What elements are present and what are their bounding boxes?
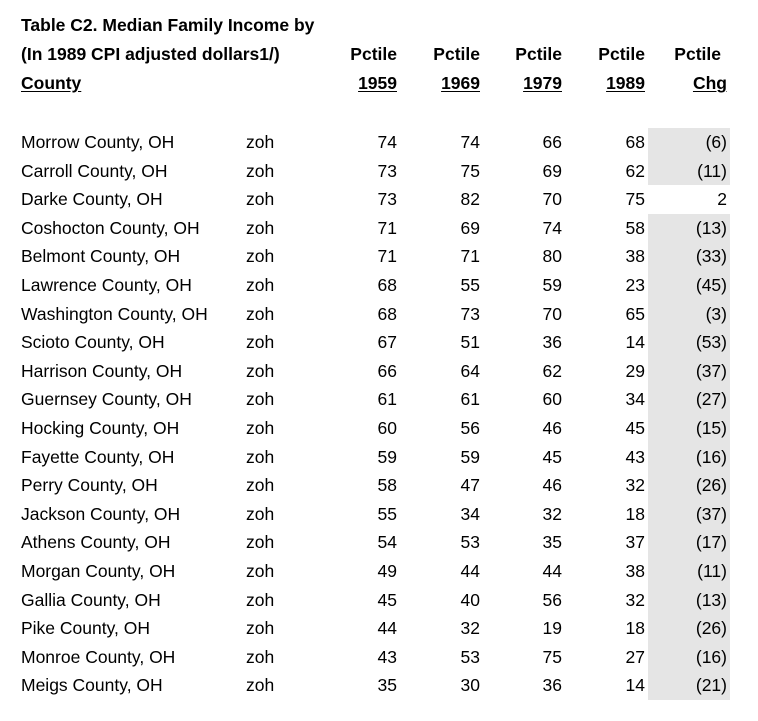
table-row [0,128,758,157]
state-code: zoh [246,675,275,696]
pctile-1979: 70 [542,303,562,324]
pctile-change: (16) [648,443,730,472]
state-code: zoh [246,360,275,381]
pctile-change: (3) [648,300,730,329]
pctile-1959: 55 [377,503,397,524]
county-name: Harrison County, OH [21,360,183,381]
pctile-1969: 69 [460,217,480,238]
pctile-1979: 69 [542,160,562,181]
pctile-1959: 74 [377,132,397,152]
pctile-1989: 29 [625,360,645,381]
pctile-change: (45) [648,271,730,300]
pctile-1979: 56 [542,589,562,610]
state-code: zoh [246,246,275,267]
header-1979-top: Pctile [515,44,562,64]
county-column-header: County [21,73,82,93]
pctile-change: 2 [717,189,727,210]
table-row [0,557,758,586]
pctile-1969: 56 [460,418,480,438]
pctile-1989: 43 [625,446,645,467]
header-1989-bottom: 1989 [606,73,645,93]
pctile-1959: 49 [377,561,397,581]
pctile-1969: 55 [460,275,480,295]
pctile-1959: 68 [377,275,397,295]
pctile-change: (53) [648,328,730,357]
state-code: zoh [246,418,275,438]
pctile-1989: 18 [625,618,645,639]
state-code: zoh [246,446,275,467]
pctile-change: (37) [648,500,730,529]
pctile-1959: 35 [377,675,397,696]
pctile-change: (6) [648,128,730,157]
county-name: Fayette County, OH [21,446,175,467]
pctile-1989: 32 [625,475,645,496]
table-row [0,271,758,300]
table-subtitle: (In 1989 CPI adjusted dollars1/) [21,44,280,64]
table-row [0,385,758,414]
table-row [0,300,758,329]
county-name: Monroe County, OH [21,646,176,667]
table-row [0,671,758,700]
pctile-1979: 62 [542,360,562,381]
state-code: zoh [246,618,275,639]
county-name: Pike County, OH [21,618,151,639]
table-row [0,214,758,243]
header-1979-bottom: 1979 [523,73,562,93]
state-code: zoh [246,189,275,210]
pctile-1979: 35 [542,532,562,553]
pctile-1959: 59 [377,446,397,467]
pctile-1969: 32 [460,618,480,639]
pctile-1979: 32 [542,503,562,524]
pctile-1989: 18 [625,503,645,524]
pctile-1989: 32 [625,589,645,610]
table-row [0,471,758,500]
pctile-change: (37) [648,357,730,386]
pctile-change: (26) [648,471,730,500]
pctile-1959: 61 [377,389,397,410]
county-name: Perry County, OH [21,475,158,496]
pctile-1989: 34 [625,389,645,410]
county-name: Guernsey County, OH [21,389,192,410]
table-row [0,357,758,386]
pctile-change: (33) [648,242,730,271]
pctile-1969: 73 [460,303,480,324]
pctile-1969: 30 [460,675,480,696]
table-title: Table C2. Median Family Income by [21,15,315,35]
table-row [0,185,758,214]
table-row [0,586,758,615]
pctile-1979: 74 [542,217,562,238]
table-row [0,157,758,186]
pctile-1959: 73 [377,160,397,181]
pctile-1969: 64 [460,360,480,381]
pctile-1989: 37 [625,532,645,553]
state-code: zoh [246,332,275,353]
state-code: zoh [246,503,275,524]
table-row [0,443,758,472]
header-chg-top: Pctile [674,44,721,64]
header-chg-bottom: Chg [692,73,727,93]
pctile-change: (17) [648,528,730,557]
pctile-1989: 14 [625,332,645,353]
pctile-change: (15) [648,414,730,443]
county-name: Gallia County, OH [21,589,161,610]
pctile-1969: 51 [460,332,480,353]
pctile-1969: 75 [460,160,480,181]
pctile-1989: 65 [625,303,645,324]
pctile-1959: 71 [377,217,397,238]
state-code: zoh [246,646,275,667]
pctile-1969: 44 [460,561,480,581]
pctile-1969: 34 [460,503,480,524]
pctile-1969: 40 [460,589,480,610]
pctile-1989: 75 [625,189,645,210]
pctile-1989: 23 [625,275,645,295]
county-name: Carroll County, OH [21,160,168,181]
pctile-1979: 46 [542,418,562,438]
header-1959-top: Pctile [350,44,397,64]
state-code: zoh [246,532,275,553]
pctile-1989: 62 [625,160,645,181]
pctile-change: (11) [648,157,730,186]
state-code: zoh [246,217,275,238]
table-row [0,242,758,271]
pctile-1979: 70 [542,189,562,210]
pctile-1959: 66 [377,360,397,381]
pctile-1959: 44 [377,618,397,639]
state-code: zoh [246,132,275,152]
header-1969-bottom: 1969 [441,73,480,93]
pctile-1959: 58 [377,475,397,496]
county-name: Hocking County, OH [21,418,180,438]
pctile-1979: 59 [542,275,562,295]
pctile-1959: 67 [377,332,397,353]
pctile-1969: 53 [460,532,480,553]
pctile-1989: 38 [625,561,645,581]
pctile-1989: 14 [625,675,645,696]
pctile-1969: 71 [460,246,480,267]
pctile-1989: 58 [625,217,645,238]
pctile-1979: 19 [542,618,562,639]
pctile-1979: 46 [542,475,562,496]
pctile-1979: 80 [542,246,562,267]
state-code: zoh [246,275,275,295]
pctile-1959: 68 [377,303,397,324]
pctile-1989: 45 [625,418,645,438]
pctile-1989: 38 [625,246,645,267]
table-row [0,500,758,529]
pctile-1989: 27 [625,646,645,667]
pctile-change: (27) [648,385,730,414]
table-row [0,528,758,557]
pctile-1979: 36 [542,332,562,353]
state-code: zoh [246,303,275,324]
state-code: zoh [246,561,275,581]
state-code: zoh [246,475,275,496]
county-name: Morrow County, OH [21,132,175,152]
pctile-change: (13) [648,214,730,243]
pctile-change: (16) [648,643,730,672]
pctile-change: (13) [648,586,730,615]
county-name: Meigs County, OH [21,675,163,696]
pctile-1979: 45 [542,446,562,467]
county-name: Athens County, OH [21,532,171,553]
pctile-1969: 59 [460,446,480,467]
county-name: Darke County, OH [21,189,163,210]
pctile-1979: 44 [542,561,562,581]
pctile-change: (26) [648,614,730,643]
pctile-1959: 60 [377,418,397,438]
pctile-1969: 47 [460,475,480,496]
pctile-1979: 36 [542,675,562,696]
pctile-1959: 71 [377,246,397,267]
pctile-1969: 53 [460,646,480,667]
pctile-1979: 66 [542,132,562,152]
table-row [0,328,758,357]
table-row [0,643,758,672]
pctile-1969: 61 [460,389,480,410]
county-name: Morgan County, OH [21,561,176,581]
pctile-1989: 68 [625,132,645,152]
county-name: Belmont County, OH [21,246,181,267]
pctile-1979: 60 [542,389,562,410]
table-row [0,614,758,643]
pctile-1959: 54 [377,532,397,553]
pctile-1959: 45 [377,589,397,610]
pctile-1959: 73 [377,189,397,210]
pctile-1979: 75 [542,646,562,667]
county-name: Jackson County, OH [21,503,181,524]
state-code: zoh [246,160,275,181]
county-name: Scioto County, OH [21,332,165,353]
pctile-1959: 43 [377,646,397,667]
table-row [0,414,758,443]
pctile-1969: 74 [460,132,480,152]
county-name: Lawrence County, OH [21,275,192,295]
county-name: Washington County, OH [21,303,208,324]
header-1989-top: Pctile [598,44,645,64]
pctile-1969: 82 [460,189,480,210]
state-code: zoh [246,389,275,410]
header-1969-top: Pctile [433,44,480,64]
header-1959-bottom: 1959 [358,73,397,93]
county-name: Coshocton County, OH [21,217,200,238]
state-code: zoh [246,589,275,610]
pctile-change: (11) [648,557,730,586]
pctile-change: (21) [648,671,730,700]
